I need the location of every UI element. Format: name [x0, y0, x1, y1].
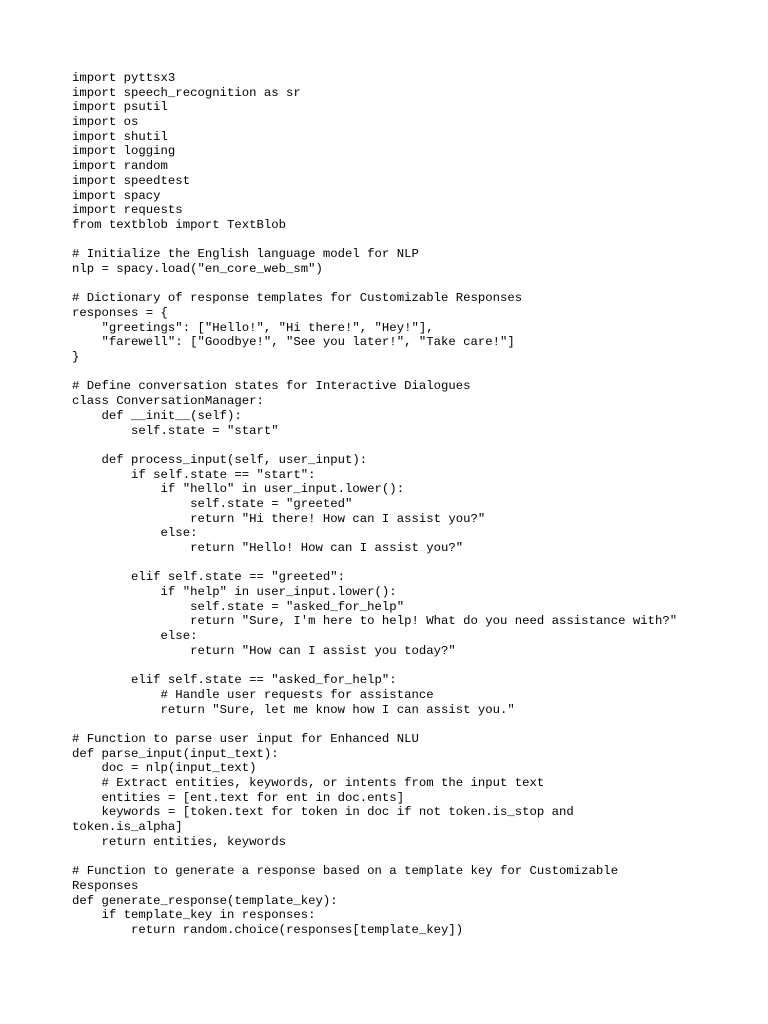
code-line: # Handle user requests for assistance [72, 687, 434, 702]
code-line [72, 659, 752, 674]
code-line [72, 556, 752, 571]
code-line: # Function to parse user input for Enhanced NLU [72, 731, 419, 746]
code-line: import speedtest [72, 173, 191, 188]
code-line: } [72, 350, 80, 365]
code-line: def __init__(self): [72, 408, 242, 423]
code-line: # Function to generate a response based on a template key for Customizable [72, 864, 619, 879]
code-line: "greetings": ["Hello!", "Hi there!", "Hey!"], [72, 320, 434, 335]
code-line: # Initialize the English language model for NLP [72, 247, 419, 262]
code-line [72, 849, 752, 864]
code-line: class ConversationManager: [72, 394, 264, 409]
code-line: return "How can I assist you today?" [72, 643, 456, 658]
code-line: nlp = spacy.load("en_core_web_sm") [72, 261, 323, 276]
code-line: responses = { [72, 306, 168, 320]
code-line: Responses [72, 878, 139, 893]
code-line: from textblob import TextBlob [72, 217, 287, 232]
code-line: import os [72, 115, 139, 130]
code-line: "farewell": ["Goodbye!", "See you later!", "Take care!"] [72, 335, 515, 350]
code-line: else: [72, 526, 198, 541]
code-line: def parse_input(input_text): [72, 746, 279, 761]
code-line: import psutil [72, 100, 168, 115]
code-line: keywords = [token.text for token in doc if not token.is_stop and [72, 805, 574, 820]
code-line: return "Sure, I'm here to help! What do you need assistance with?" [72, 614, 678, 629]
code-line: return entities, keywords [72, 834, 287, 849]
code-line: self.state = "greeted" [72, 496, 353, 511]
code-block [72, 71, 752, 938]
code-line: self.state = "asked_for_help" [72, 599, 405, 614]
code-line: return "Hello! How can I assist you?" [72, 541, 464, 555]
code-line: import random [72, 159, 168, 174]
code-line: if "hello" in user_input.lower(): [72, 482, 405, 497]
code-line: # Define conversation states for Interactive Dialogues [72, 379, 471, 394]
code-line: import shutil [72, 129, 168, 144]
code-line [72, 717, 752, 732]
code-line: import pyttsx3 [72, 71, 176, 85]
code-line: elif self.state == "asked_for_help": [72, 673, 397, 688]
code-line: entities = [ent.text for ent in doc.ents] [72, 790, 405, 805]
code-line: if template_key in responses: [72, 908, 316, 923]
code-line: import speech_recognition as sr [72, 85, 301, 100]
code-line: self.state = "start" [72, 423, 279, 438]
code-line [72, 277, 752, 292]
code-line: else: [72, 629, 198, 644]
code-line: return "Sure, let me know how I can assist you." [72, 702, 515, 717]
code-line: import requests [72, 203, 183, 218]
code-line: elif self.state == "greeted": [72, 570, 346, 585]
code-line [72, 233, 752, 248]
code-line: import logging [72, 144, 176, 159]
code-line: if self.state == "start": [72, 467, 316, 482]
code-line: # Extract entities, keywords, or intents from the input text [72, 776, 545, 790]
code-line: # Dictionary of response templates for Customizable Responses [72, 291, 523, 306]
code-line: import spacy [72, 188, 161, 203]
code-line [72, 438, 752, 453]
code-line: return random.choice(responses[template_key]) [72, 922, 464, 937]
code-line [72, 365, 752, 380]
code-line: def process_input(self, user_input): [72, 452, 368, 467]
code-line: token.is_alpha] [72, 820, 183, 835]
code-line: def generate_response(template_key): [72, 893, 338, 908]
code-line: doc = nlp(input_text) [72, 761, 257, 776]
code-line: if "help" in user_input.lower(): [72, 585, 397, 600]
code-line: return "Hi there! How can I assist you?" [72, 511, 486, 526]
